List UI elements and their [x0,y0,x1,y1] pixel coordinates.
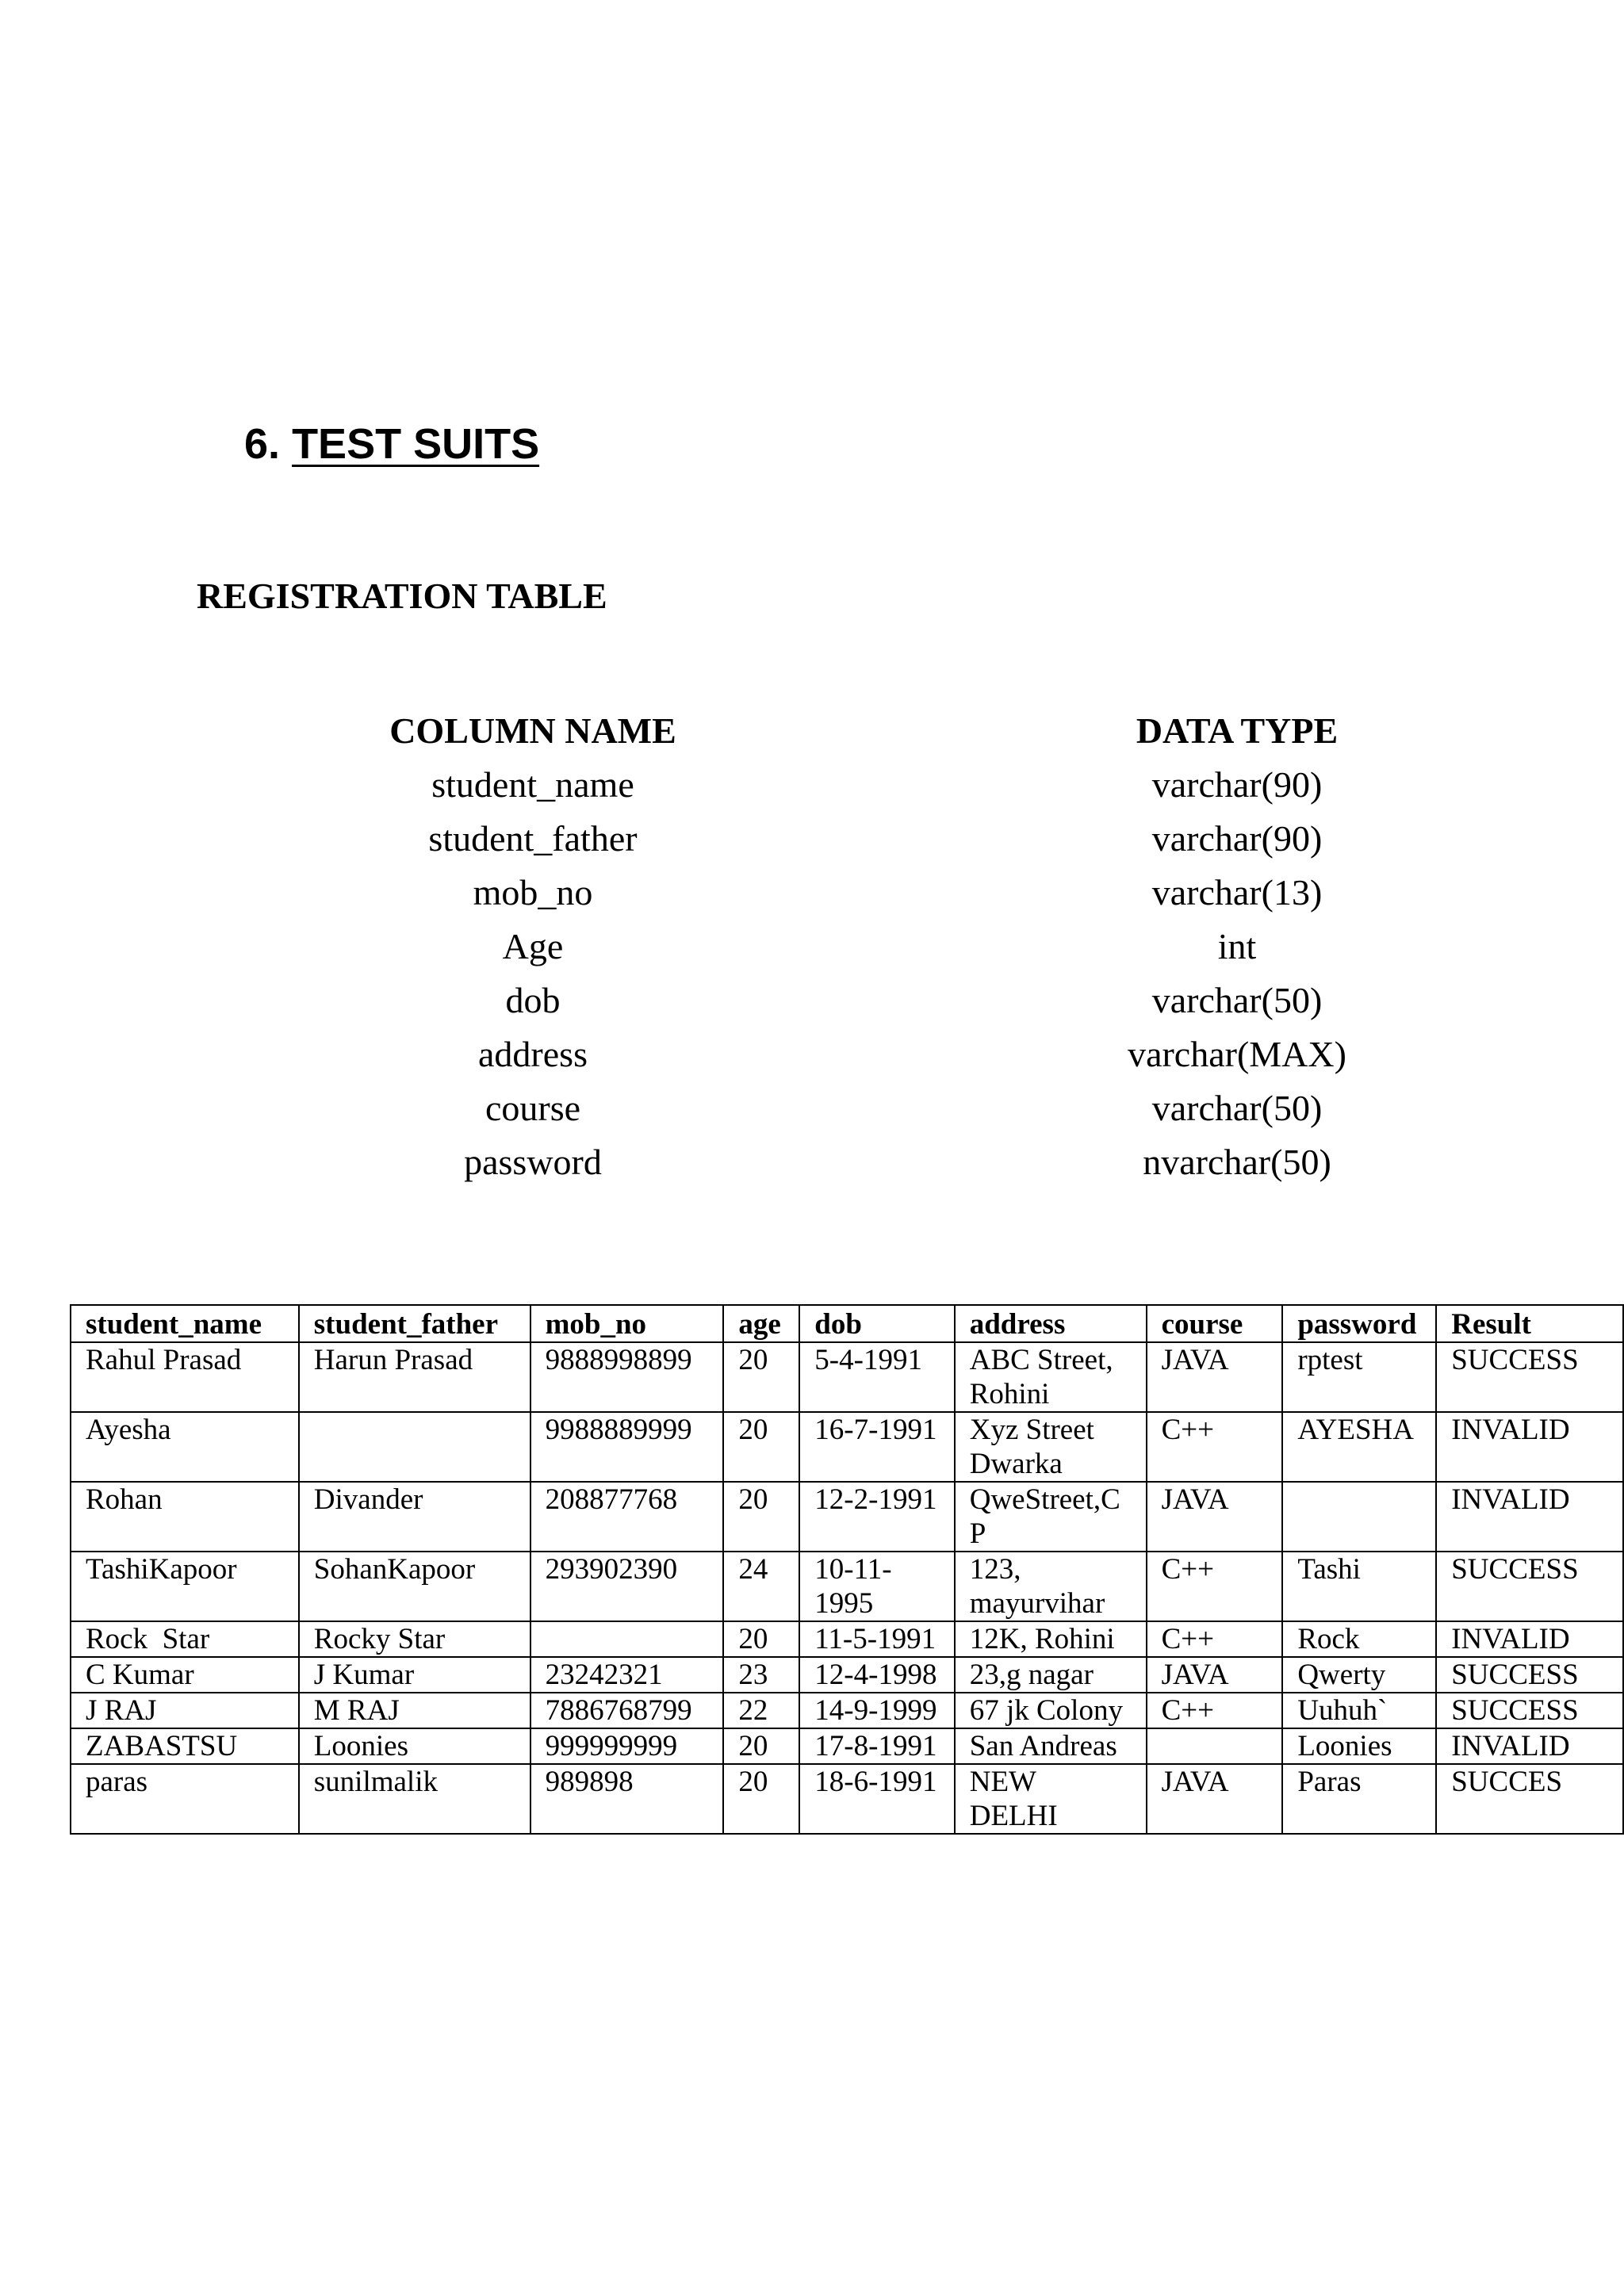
table-cell [299,1412,530,1482]
table-cell: 22 [723,1693,799,1728]
table-cell: ABC Street, Rohini [955,1342,1147,1412]
table-cell: 20 [723,1621,799,1657]
table-cell: 20 [723,1342,799,1412]
table-row [71,1342,1623,1412]
table-cell: JAVA [1147,1342,1283,1412]
table-cell: M RAJ [299,1693,530,1728]
table-cell: TashiKapoor [71,1552,299,1621]
table-cell: 123, mayurvihar [955,1552,1147,1621]
table-cell: Rock Star [71,1621,299,1657]
table-cell: Loonies [1282,1728,1436,1764]
table-cell: rptest [1282,1342,1436,1412]
schema-data-type: varchar(MAX) [1128,1034,1346,1074]
section-heading [244,419,539,470]
schema-data-type: int [1217,926,1257,966]
schema-column-name: Age [502,926,564,966]
table-cell: 9888998899 [530,1342,724,1412]
table-cell: 5-4-1991 [799,1342,954,1412]
table-cell: 20 [723,1764,799,1834]
table-cell: Rahul Prasad [71,1342,299,1412]
schema-column-name: course [485,1088,581,1128]
table-cell: sunilmalik [299,1764,530,1834]
schema-row [0,866,1624,920]
table-cell: 23 [723,1657,799,1693]
table-row [71,1621,1623,1657]
table-cell: Harun Prasad [299,1342,530,1412]
schema-data-type: nvarchar(50) [1143,1142,1331,1182]
table-cell: INVALID [1436,1728,1623,1764]
table-cell: 9988889999 [530,1412,724,1482]
table-cell: JAVA [1147,1764,1283,1834]
schema-column-name: address [478,1034,588,1074]
table-cell: JAVA [1147,1657,1283,1693]
schema-column-name: mob_no [473,872,593,913]
table-cell: Paras [1282,1764,1436,1834]
schema-data-type: varchar(90) [1151,764,1323,805]
schema-row [0,920,1624,974]
table-cell: 17-8-1991 [799,1728,954,1764]
table-cell: 293902390 [530,1552,724,1621]
table-cell: SUCCESS [1436,1552,1623,1621]
schema-data-type: varchar(50) [1151,1088,1323,1128]
table-cell: C++ [1147,1693,1283,1728]
table-cell: QweStreet,C P [955,1482,1147,1552]
table-row [71,1482,1623,1552]
table-cell: C++ [1147,1552,1283,1621]
section-number: 6. [244,420,281,468]
column-header: course [1147,1305,1283,1342]
table-cell: C++ [1147,1621,1283,1657]
table-cell: Xyz Street Dwarka [955,1412,1147,1482]
table-cell: NEW DELHI [955,1764,1147,1834]
table-cell: J Kumar [299,1657,530,1693]
column-header: student_name [71,1305,299,1342]
table-cell: C Kumar [71,1657,299,1693]
table-cell: SUCCESS [1436,1657,1623,1693]
table-cell: 23,g nagar [955,1657,1147,1693]
column-name-header: COLUMN NAME [389,710,676,751]
table-cell: 12-2-1991 [799,1482,954,1552]
schema-data-type: varchar(50) [1151,980,1323,1020]
table-cell: JAVA [1147,1482,1283,1552]
schema-row [0,1135,1624,1189]
table-cell: San Andreas [955,1728,1147,1764]
table-cell: 999999999 [530,1728,724,1764]
table-cell: 20 [723,1482,799,1552]
table-row [71,1657,1623,1693]
table-cell [1147,1728,1283,1764]
table-cell: 20 [723,1412,799,1482]
schema-table [0,704,1624,1189]
schema-column-name: student_father [428,818,638,859]
table-cell [1282,1482,1436,1552]
schema-header-row [0,704,1624,758]
column-header: dob [799,1305,954,1342]
data-type-header: DATA TYPE [1136,710,1339,751]
table-cell: 16-7-1991 [799,1412,954,1482]
table-cell: SUCCES [1436,1764,1623,1834]
section-title: TEST SUITS [292,420,540,468]
schema-column-name: student_name [431,764,634,805]
table-row [71,1764,1623,1834]
schema-column-name: password [464,1142,602,1182]
table-cell: J RAJ [71,1693,299,1728]
table-cell: SUCCESS [1436,1693,1623,1728]
schema-data-type: varchar(90) [1151,818,1323,859]
table-cell: 11-5-1991 [799,1621,954,1657]
table-cell: Rock [1282,1621,1436,1657]
table-cell: 20 [723,1728,799,1764]
table-cell: ZABASTSU [71,1728,299,1764]
table-cell: 10-11- 1995 [799,1552,954,1621]
table-cell: 23242321 [530,1657,724,1693]
table-cell: Tashi [1282,1552,1436,1621]
table-cell: 12K, Rohini [955,1621,1147,1657]
table-cell: 67 jk Colony [955,1693,1147,1728]
table-cell: 24 [723,1552,799,1621]
table-cell [530,1621,724,1657]
schema-row [0,758,1624,812]
table-cell: INVALID [1436,1621,1623,1657]
table-cell: 7886768799 [530,1693,724,1728]
table-cell: Divander [299,1482,530,1552]
table-row [71,1728,1623,1764]
table-cell: 989898 [530,1764,724,1834]
table-cell: C++ [1147,1412,1283,1482]
table-header-row [71,1305,1623,1342]
table-cell: Ayesha [71,1412,299,1482]
table-cell: INVALID [1436,1412,1623,1482]
table-cell: 208877768 [530,1482,724,1552]
table-cell: Rocky Star [299,1621,530,1657]
schema-row [0,1081,1624,1135]
column-header: address [955,1305,1147,1342]
column-header: student_father [299,1305,530,1342]
table-row [71,1412,1623,1482]
schema-row [0,1027,1624,1081]
table-row [71,1552,1623,1621]
table-cell: Loonies [299,1728,530,1764]
test-suite-table [70,1304,1624,1835]
table-cell: 14-9-1999 [799,1693,954,1728]
table-row [71,1693,1623,1728]
table-cell: 18-6-1991 [799,1764,954,1834]
table-cell: paras [71,1764,299,1834]
table-cell: SUCCESS [1436,1342,1623,1412]
table-cell: INVALID [1436,1482,1623,1552]
table-cell: Uuhuh` [1282,1693,1436,1728]
schema-row [0,812,1624,866]
schema-data-type: varchar(13) [1151,872,1323,913]
schema-column-name: dob [505,980,561,1020]
table-cell: Rohan [71,1482,299,1552]
column-header: mob_no [530,1305,724,1342]
registration-table-title: REGISTRATION TABLE [197,576,607,616]
table-cell: AYESHA [1282,1412,1436,1482]
table-cell: 12-4-1998 [799,1657,954,1693]
table-cell: SohanKapoor [299,1552,530,1621]
table-cell: Qwerty [1282,1657,1436,1693]
column-header: age [723,1305,799,1342]
column-header: Result [1436,1305,1623,1342]
schema-row [0,974,1624,1027]
column-header: password [1282,1305,1436,1342]
